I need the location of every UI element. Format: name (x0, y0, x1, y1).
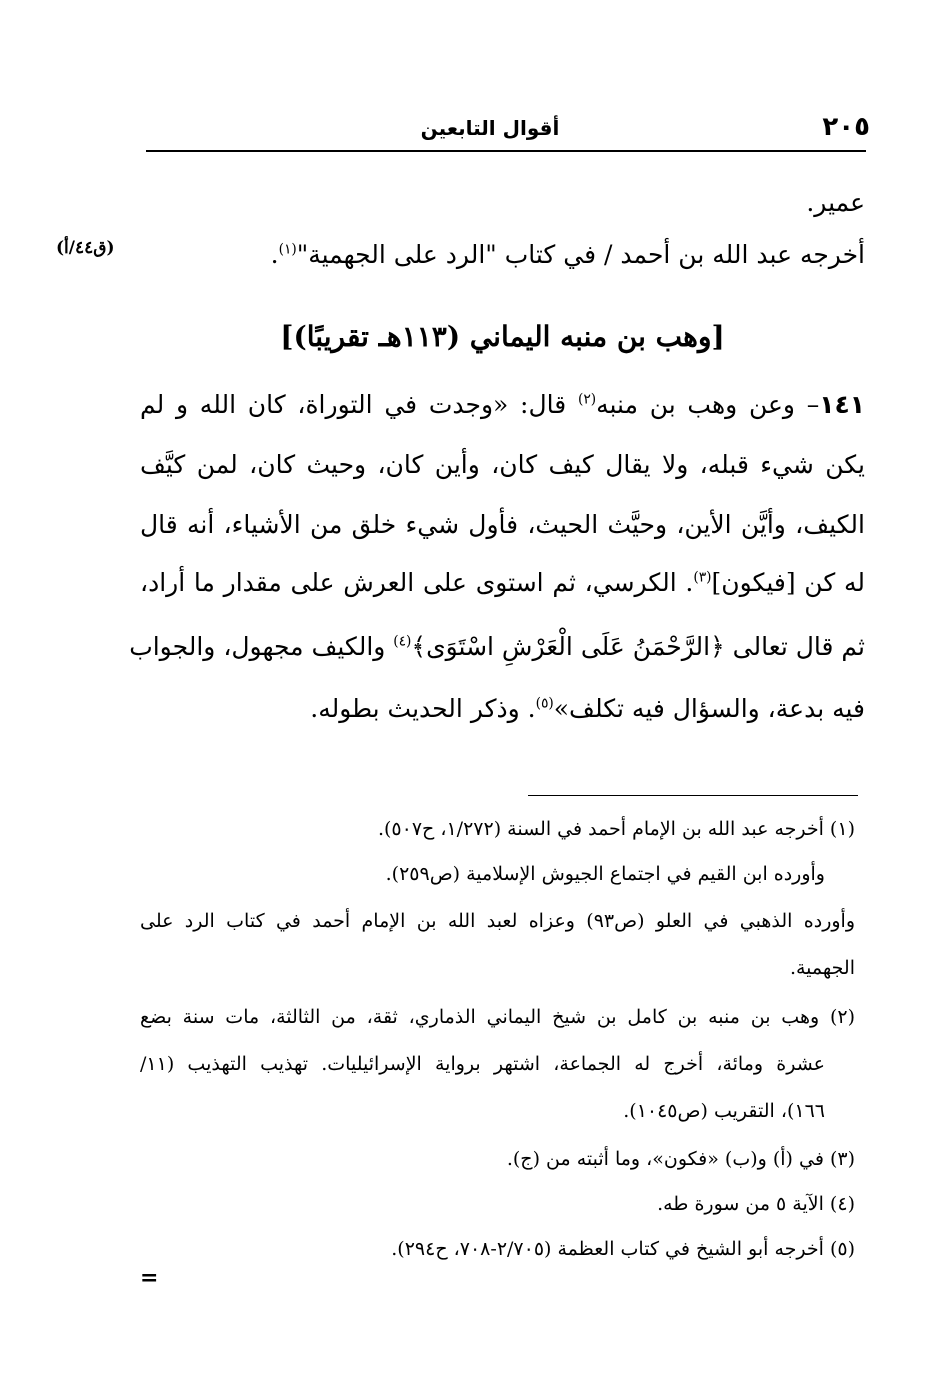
footnote-rule (528, 795, 858, 796)
para-line-6-a: فيه بدعة، والسؤال فيه تكلف» (553, 694, 865, 723)
header-rule (146, 150, 866, 152)
footnote-ref-3: (٣) (693, 569, 712, 586)
body-line-1: عمير. (806, 188, 865, 217)
footnote-1-line-2: وأورده ابن القيم في اجتماع الجيوش الإسلامية (ص٢٥٩). (385, 863, 825, 885)
footnote-4: (٤) الآية ٥ من سورة طه. (657, 1193, 855, 1215)
para-line-4-b: . الكرسي، ثم استوى على العرش على مقدار ما أراد، (140, 568, 694, 597)
footnote-ref-5: (٥) (535, 695, 554, 712)
footnote-5: (٥) أخرجه أبو الشيخ في كتاب العظمة (٢/٧٠٥-٧٠٨، ح٢٩٤). (391, 1238, 855, 1260)
footnote-2-line-2: عشرة ومائة، أخرج له الجماعة، اشتهر برواية الإسرائيليات. تهذيب التهذيب (١١/ (140, 1053, 825, 1075)
para-line-2: يكن شيء قبله، ولا يقال كيف كان، وأين كان، وحيث كان، لمن كيَّف (140, 450, 865, 479)
footnote-ref-1: (١) (278, 241, 297, 258)
para-line-6 (140, 694, 865, 724)
para-line-5-a: ثم قال تعالى ﴿الرَّحْمَنُ عَلَى الْعَرْشِ اسْتَوَى﴾ (411, 632, 865, 661)
body-line-2 (140, 240, 865, 270)
para-line-1-a: – وعن وهب بن منبه (596, 390, 820, 419)
item-number: ١٤١ (819, 390, 866, 419)
footnote-2-line-3: ١٦٦)، التقريب (ص١٠٤٥). (623, 1100, 825, 1122)
footnote-1-line-1: (١) أخرجه عبد الله بن الإمام أحمد في السنة (١/٢٧٢، ح٥٠٧). (377, 818, 855, 840)
body-line-2-end: . (270, 240, 279, 269)
para-line-4 (140, 568, 865, 598)
body-line-2-text: أخرجه عبد الله بن أحمد / في كتاب "الرد على الجهمية" (296, 240, 865, 269)
para-line-1 (140, 390, 865, 420)
running-title: أقوال التابعين (420, 116, 560, 140)
footnote-3: (٣) في (أ) و(ب) «فكون»، وما أثبته من (ج). (506, 1148, 855, 1170)
para-line-6-b: . وذكر الحديث بطوله. (310, 694, 536, 723)
section-heading: [وهب بن منبه اليماني (١١٣هـ تقريبًا)] (280, 320, 725, 353)
para-line-4-a: له كن [فيكون] (711, 568, 865, 597)
footnote-1-line-3: وأورده الذهبي في العلو (ص٩٣) وعزاه لعبد الله بن الإمام أحمد في كتاب الرد على (140, 910, 856, 932)
continuation-mark: = (140, 1265, 159, 1291)
para-line-5-b: والكيف مجهول، والجواب (129, 632, 394, 661)
margin-note: (ق٤٤/أ) (56, 238, 115, 258)
footnote-1-line-4: الجهمية. (789, 957, 855, 979)
para-line-1-b: قال: «وجدت في التوراة، كان الله و لم (140, 390, 578, 419)
para-line-3: الكيف، وأيَّن الأين، وحيَّث الحيث، فأول شيء خلق من الأشياء، أنه قال (140, 510, 865, 539)
para-line-5 (129, 632, 865, 662)
page-number: ٢٠٥ (822, 112, 870, 142)
footnote-ref-4: (٤) (393, 633, 412, 650)
footnote-2-line-1: (٢) وهب بن منبه بن كامل بن شيخ اليماني الذماري، ثقة، من الثالثة، مات سنة بضع (140, 1006, 855, 1028)
footnote-ref-2: (٢) (577, 391, 597, 408)
